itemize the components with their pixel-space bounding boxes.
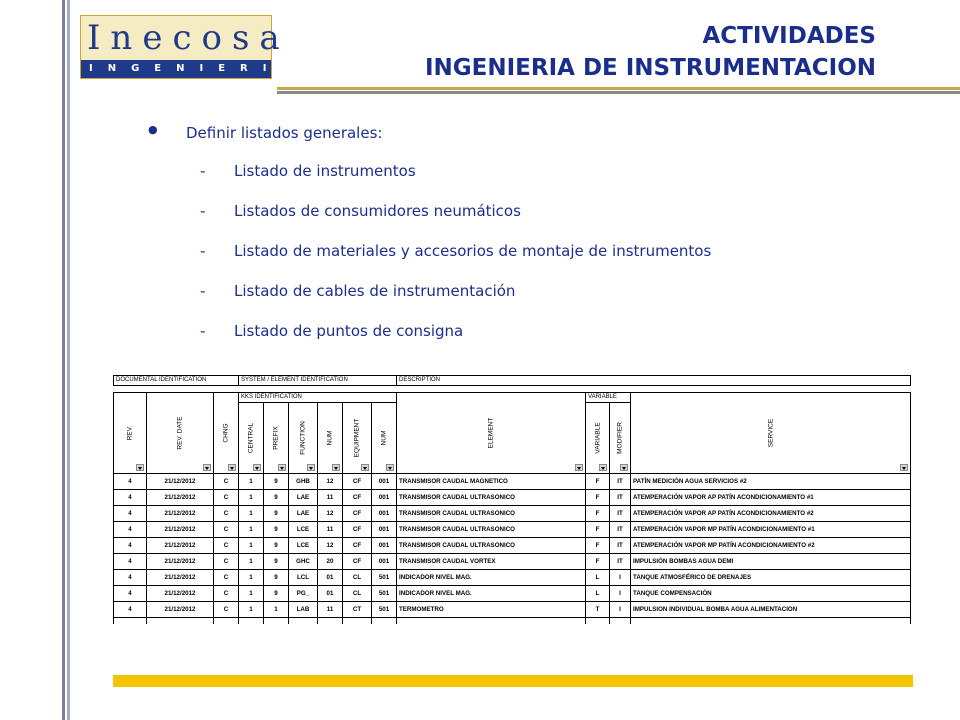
section-header-row — [114, 376, 911, 386]
table-cell: 11 — [318, 522, 343, 538]
table-cell: 501 — [372, 586, 397, 602]
table-cell: 21/12/2012 — [147, 490, 214, 506]
table-cell: LCE — [289, 538, 318, 554]
table-cell: CL — [343, 586, 372, 602]
table-row[interactable] — [114, 490, 911, 506]
slide-title-line2: INGENIERIA DE INSTRUMENTACION — [424, 55, 876, 81]
table-cell: I — [610, 602, 631, 618]
table-cell: GHB — [289, 474, 318, 490]
filter-dropdown-icon[interactable] — [307, 464, 315, 471]
table-row[interactable] — [114, 538, 911, 554]
table-cell: 1 — [239, 554, 264, 570]
table-cell: 001 — [372, 474, 397, 490]
table-cell: 20 — [318, 554, 343, 570]
table-cell: ATEMPERACIÓN VAPOR AP PATÍN ACONDICIONAMIENTO #1 — [631, 490, 911, 506]
table-cell: 11 — [318, 490, 343, 506]
table-cell: IT — [610, 506, 631, 522]
dash-icon: - — [200, 322, 206, 340]
table-cell: F — [586, 490, 610, 506]
table-cell: F — [586, 522, 610, 538]
table-cell: 4 — [114, 538, 147, 554]
table-cell: 21/12/2012 — [147, 602, 214, 618]
table-cell: LAB — [289, 602, 318, 618]
company-logo — [80, 15, 305, 79]
table-cell: LAE — [289, 490, 318, 506]
table-cell: 1 — [239, 490, 264, 506]
col-header-central[interactable]: CENTRAL — [239, 403, 264, 474]
table-cell: TANQUE ATMOSFÉRICO DE DRENAJES — [631, 570, 911, 586]
col-header-num[interactable]: NUM — [318, 403, 343, 474]
table-cell: 4 — [114, 570, 147, 586]
table-cell: 1 — [239, 538, 264, 554]
table-cell: ATEMPERACIÓN VAPOR MP PATÍN ACONDICIONAMIENTO #2 — [631, 538, 911, 554]
table-cell: CF — [343, 522, 372, 538]
table-cell: C — [214, 586, 239, 602]
dash-icon: - — [200, 282, 206, 300]
table-cell: 21/12/2012 — [147, 570, 214, 586]
table-row[interactable] — [114, 474, 911, 490]
table-cell: LAE — [289, 506, 318, 522]
table-cell: C — [214, 474, 239, 490]
col-header-service[interactable]: SERVICE — [631, 393, 911, 474]
table-cell: F — [586, 538, 610, 554]
table-cell: 01 — [318, 586, 343, 602]
table-cell: TRANSMISOR CAUDAL ULTRASONICO — [397, 506, 586, 522]
table-cell: INDICADOR NIVEL MAG. — [397, 570, 586, 586]
table-cell: C — [214, 602, 239, 618]
top-decorative-rule — [277, 87, 960, 94]
table-cell: IT — [610, 538, 631, 554]
table-cell: 4 — [114, 586, 147, 602]
table-cell: CF — [343, 538, 372, 554]
table-cell: ATEMPERACIÓN VAPOR AP PATÍN ACONDICIONAMIENTO #2 — [631, 506, 911, 522]
bullet-subitem — [148, 306, 908, 346]
dash-icon: - — [200, 202, 206, 220]
table-cell: TRANSMISOR CAUDAL ULTRASONICO — [397, 490, 586, 506]
group-header-row — [114, 393, 911, 403]
table-cell: CL — [343, 570, 372, 586]
instrument-list-table — [113, 375, 910, 647]
left-decorative-rule — [62, 0, 72, 720]
filter-dropdown-icon[interactable] — [203, 464, 211, 471]
filter-dropdown-icon[interactable] — [620, 464, 628, 471]
bullet-subitem-text: Listados de consumidores neumáticos — [234, 202, 521, 220]
filter-dropdown-icon[interactable] — [278, 464, 286, 471]
table-cell: 21/12/2012 — [147, 538, 214, 554]
table-cell: PATÍN MEDICIÓN AGUA SERVICIOS #2 — [631, 474, 911, 490]
bullet-list — [148, 124, 908, 346]
table-cell: 4 — [114, 602, 147, 618]
table-cell: 01 — [318, 570, 343, 586]
table-cell: 4 — [114, 490, 147, 506]
table-cell: 9 — [264, 586, 289, 602]
section-system: SYSTEM / ELEMENT IDENTIFICATION — [239, 376, 397, 386]
table-cell: C — [214, 490, 239, 506]
col-header-variable[interactable]: VARIABLE — [586, 403, 610, 474]
table-cell: GHC — [289, 554, 318, 570]
logo-band — [81, 60, 305, 78]
section-documental: DOCUMENTAL IDENTIFICATION — [114, 376, 239, 386]
filter-dropdown-icon[interactable] — [136, 464, 144, 471]
slide-title-line1: ACTIVIDADES — [702, 23, 876, 49]
table-cell: 4 — [114, 554, 147, 570]
bullet-subitem-text: Listado de puntos de consigna — [234, 322, 464, 340]
col-header-chng[interactable]: CHNG — [214, 393, 239, 474]
bullet-subitem — [148, 226, 908, 266]
dash-icon: - — [200, 162, 206, 180]
col-header-element[interactable]: ELEMENT — [397, 393, 586, 474]
table-cell: 4 — [114, 522, 147, 538]
table-cell: 21/12/2012 — [147, 506, 214, 522]
table-cell: C — [214, 522, 239, 538]
spacer-row — [114, 386, 911, 393]
table-cell: LCE — [289, 522, 318, 538]
table-cell: IMPULSIÓN BOMBAS AGUA DEMI — [631, 554, 911, 570]
table-cell: 9 — [264, 474, 289, 490]
bullet-subitem — [148, 146, 908, 186]
table-cell: 9 — [264, 522, 289, 538]
table-cell: CF — [343, 506, 372, 522]
table-cell: 4 — [114, 474, 147, 490]
filter-dropdown-icon[interactable] — [386, 464, 394, 471]
col-header-equipment[interactable]: EQUIPMENT — [343, 403, 372, 474]
bullet-subitem — [148, 266, 908, 306]
table-cell: I — [610, 586, 631, 602]
filter-dropdown-icon[interactable] — [900, 464, 908, 471]
table-cell: IT — [610, 554, 631, 570]
col-header-rev[interactable]: REV. — [114, 393, 147, 474]
filter-dropdown-icon[interactable] — [253, 464, 261, 471]
table-cell: IT — [610, 522, 631, 538]
table-cell: ATEMPERACIÓN VAPOR MP PATÍN ACONDICIONAMIENTO #1 — [631, 522, 911, 538]
bullet-main-text: Definir listados generales: — [186, 124, 383, 142]
slide-title — [425, 20, 876, 84]
table-cell: CT — [343, 602, 372, 618]
table-cell: 21/12/2012 — [147, 554, 214, 570]
table-cell: 9 — [264, 570, 289, 586]
col-header-prefix[interactable]: PREFIX — [264, 403, 289, 474]
col-header-rev-date[interactable]: REV. DATE — [147, 393, 214, 474]
logo-word: Inecosa — [87, 18, 290, 58]
bullet-dot-icon: ● — [148, 123, 158, 136]
bullet-subitem — [148, 186, 908, 226]
table-body — [114, 474, 911, 618]
table-cell: 1 — [239, 570, 264, 586]
table-cell: 001 — [372, 554, 397, 570]
table-cell: C — [214, 570, 239, 586]
table-cell: 12 — [318, 538, 343, 554]
table-cell: 9 — [264, 490, 289, 506]
table-cell: 9 — [264, 538, 289, 554]
table-cell: CF — [343, 474, 372, 490]
section-description: DESCRIPTION — [397, 376, 911, 386]
table-cell: 4 — [114, 506, 147, 522]
table-cell: 1 — [239, 602, 264, 618]
group-kks: KKS IDENTIFICATION — [239, 393, 397, 403]
table-cell: I — [610, 570, 631, 586]
table-cell: IT — [610, 474, 631, 490]
table-cell: C — [214, 538, 239, 554]
table-row[interactable] — [114, 522, 911, 538]
table-cell: LCL — [289, 570, 318, 586]
table-cell: TRANSMISOR CAUDAL ULTRASONICO — [397, 538, 586, 554]
table-cell: TRANSMISOR CAUDAL VORTEX — [397, 554, 586, 570]
footer-yellow-band — [113, 675, 913, 687]
filter-dropdown-icon[interactable] — [575, 464, 583, 471]
table-cell: TRANSMISOR CAUDAL ULTRASONICO — [397, 522, 586, 538]
table-cell: 501 — [372, 602, 397, 618]
table-cell: TRANSMISOR CAUDAL MAGNETICO — [397, 474, 586, 490]
table-cell: 1 — [239, 474, 264, 490]
table-cell: 001 — [372, 538, 397, 554]
table-row[interactable] — [114, 570, 911, 586]
table-cell: 001 — [372, 490, 397, 506]
table-cell: 11 — [318, 602, 343, 618]
table-cell: 12 — [318, 506, 343, 522]
table-cell: 001 — [372, 506, 397, 522]
table-cell: 9 — [264, 554, 289, 570]
table-cell: F — [586, 474, 610, 490]
bullet-main — [148, 124, 908, 146]
table-cell: 12 — [318, 474, 343, 490]
table-cell: IMPULSION INDIVIDUAL BOMBA AGUA ALIMENTACION — [631, 602, 911, 618]
table-cell: T — [586, 602, 610, 618]
table-cell: 001 — [372, 522, 397, 538]
table-cell: TERMOMETRO — [397, 602, 586, 618]
bullet-subitem-text: Listado de cables de instrumentación — [234, 282, 516, 300]
filter-dropdown-icon[interactable] — [599, 464, 607, 471]
table-cell: F — [586, 554, 610, 570]
table-cell: L — [586, 586, 610, 602]
table-cell: PG_ — [289, 586, 318, 602]
col-header-function[interactable]: FUNCTION — [289, 403, 318, 474]
table-cell: F — [586, 506, 610, 522]
dash-icon: - — [200, 242, 206, 260]
group-variable: VARIABLE — [586, 393, 631, 403]
table-cell: 21/12/2012 — [147, 522, 214, 538]
table-cell: IT — [610, 490, 631, 506]
table-cell: 1 — [239, 522, 264, 538]
filter-dropdown-icon[interactable] — [332, 464, 340, 471]
table-cell: 501 — [372, 570, 397, 586]
table-tail-row — [114, 618, 911, 625]
col-header-modifier[interactable]: MODIFIER — [610, 403, 631, 474]
bullet-subitem-text: Listado de materiales y accesorios de montaje de instrumentos — [234, 242, 712, 260]
table-cell: TANQUE COMPENSACIÓN — [631, 586, 911, 602]
table-row[interactable] — [114, 586, 911, 602]
bullet-subitem-text: Listado de instrumentos — [234, 162, 416, 180]
table-row[interactable] — [114, 602, 911, 618]
table-cell: 1 — [239, 506, 264, 522]
table-cell: C — [214, 506, 239, 522]
table-cell: 1 — [264, 602, 289, 618]
table-cell: 1 — [239, 586, 264, 602]
filter-dropdown-icon[interactable] — [361, 464, 369, 471]
table-cell: 21/12/2012 — [147, 474, 214, 490]
table-row[interactable] — [114, 554, 911, 570]
col-header-num-2[interactable]: NUM — [372, 403, 397, 474]
logo-subtitle: INGENIERIA — [89, 63, 305, 74]
filter-dropdown-icon[interactable] — [228, 464, 236, 471]
table-cell: INDICADOR NIVEL MAG. — [397, 586, 586, 602]
table-cell: 9 — [264, 506, 289, 522]
table-cell: L — [586, 570, 610, 586]
table-row[interactable] — [114, 506, 911, 522]
table-cell: CF — [343, 490, 372, 506]
table-cell: CF — [343, 554, 372, 570]
table-cell: 21/12/2012 — [147, 586, 214, 602]
table-cell: C — [214, 554, 239, 570]
